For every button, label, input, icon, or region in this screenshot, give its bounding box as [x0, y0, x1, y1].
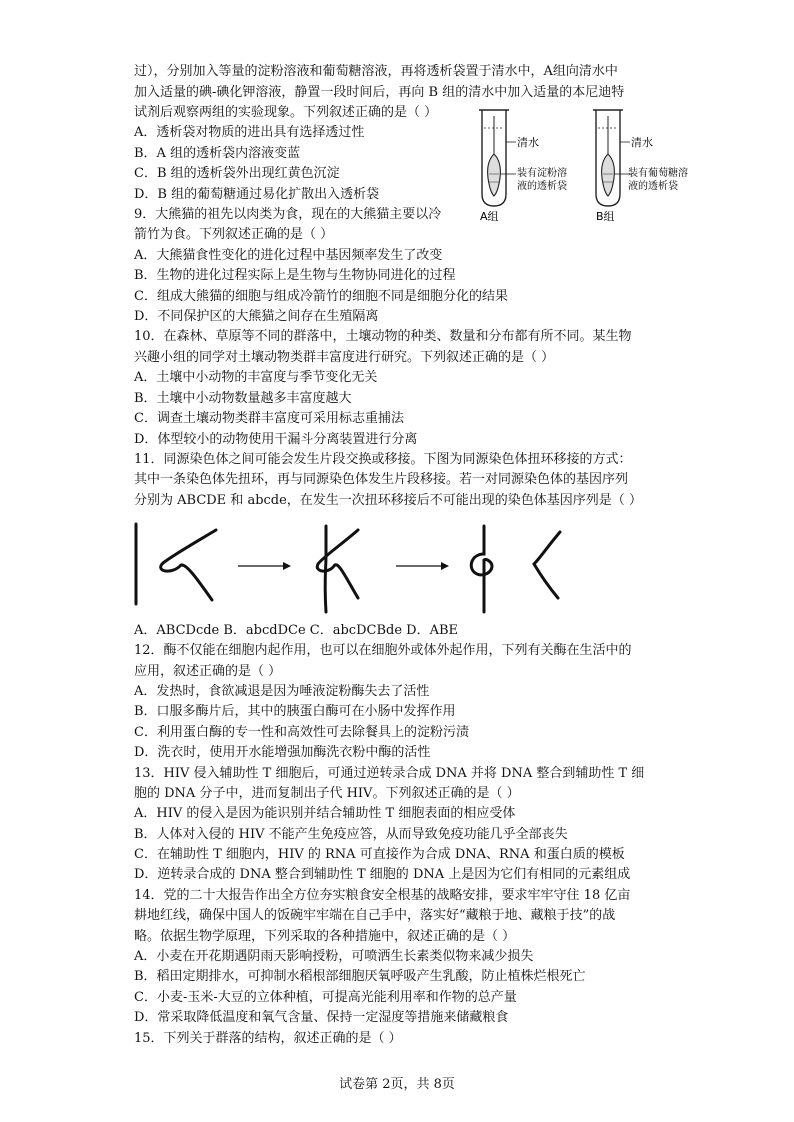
text-line: 应用，叙述正确的是（ ）	[134, 664, 282, 679]
text-line: 14．党的二十大报告作出全方位夯实粮食安全根基的战略安排，要求牢牢守住 18 亿亩	[134, 888, 631, 903]
bag-label-b-line2: 液的透析袋	[628, 181, 678, 192]
text-line: C．组成大熊猫的细胞与组成冷箭竹的细胞不同是细胞分化的结果	[134, 289, 508, 304]
bag-label-a-line2: 液的透析袋	[517, 181, 567, 192]
text-line: A．小麦在开花期遇阴雨天影响授粉，可喷洒生长素类似物来减少损失	[134, 949, 534, 964]
stage-3	[471, 526, 560, 612]
text-line: B．口服多酶片后，其中的胰蛋白酶可在小肠中发挥作用	[134, 704, 456, 719]
text-line: 11．同源染色体之间可能会发生片段交换或移接。下图为同源染色体扭环移接的方式：	[134, 452, 632, 467]
text-line: 加入适量的碘-碘化钾溶液，静置一段时间后，再向 B 组的清水中加入适量的本尼迪特	[134, 85, 625, 100]
text-line: 胞的 DNA 分子中，进而复制出子代 HIV。下列叙述正确的是（ ）	[134, 786, 520, 801]
arrow-1	[238, 562, 291, 570]
text-line: B．A 组的透析袋内溶液变蓝	[134, 146, 301, 161]
arrow-2	[396, 562, 449, 570]
text-line: C．调查土壤动物类群丰富度可采用标志重捕法	[134, 411, 404, 426]
text-line: C．利用蛋白酶的专一性和高效性可去除餐具上的淀粉污渍	[134, 725, 469, 740]
text-line: 略。依据生物学原理，下列采取的各种措施中，叙述正确的是（ ）	[134, 929, 516, 944]
text-line: D．洗衣时，使用开水能增强加酶洗衣粉中酶的活性	[134, 745, 431, 760]
text-line: 9．大熊猫的祖先以肉类为食，现在的大熊猫主要以冷	[134, 207, 442, 222]
text-line: A．透析袋对物质的进出具有选择透过性	[134, 125, 365, 140]
page-footer: 试卷第 2页，共 8页	[339, 1077, 455, 1092]
text-line: 箭竹为食。下列叙述正确的是（ ）	[134, 227, 334, 242]
text-line: C．在辅助性 T 细胞内，HIV 的 RNA 可直接作为合成 DNA、RNA 和蛋白质的模板	[134, 847, 625, 862]
text-line: C．小麦-玉米-大豆的立体种植，可提高光能利用率和作物的总产量	[134, 990, 517, 1005]
text-line: D．B 组的葡萄糖通过易化扩散出入透析袋	[134, 187, 380, 202]
text-line: A．发热时，食欲减退是因为唾液淀粉酶失去了活性	[134, 684, 430, 699]
text-line: D．体型较小的动物使用干漏斗分离装置进行分离	[134, 432, 418, 447]
text-line: B．人体对入侵的 HIV 不能产生免疫应答，从而导致免疫功能几乎全部丧失	[134, 827, 568, 842]
text-line: A．HIV 的侵入是因为能识别并结合辅助性 T 细胞表面的相应受体	[134, 806, 516, 821]
text-line: B．土壤中小动物数量越多丰富度越大	[134, 391, 352, 406]
text-line: A．ABCDcde B．abcdDCe C．abcDCBde D．ABE	[134, 623, 459, 638]
chromosome-twist-figure	[128, 520, 578, 620]
text-line: 13．HIV 侵入辅助性 T 细胞后，可通过逆转录合成 DNA 并将 DNA 整合到辅助性 T 细	[134, 766, 645, 781]
text-line: 过），分别加入等量的淀粉溶液和葡萄糖溶液，再将透析袋置于清水中，A组向清水中	[134, 64, 618, 79]
text-line: 10．在森林、草原等不同的群落中，土壤动物的种类、数量和分布都有所不同。某生物	[134, 329, 632, 344]
text-line: D．不同保护区的大熊猫之间存在生殖隔离	[134, 309, 379, 324]
text-line: B．生物的进化过程实际上是生物与生物协同进化的过程	[134, 268, 456, 283]
text-line: 试剂后观察两组的实验现象。下列叙述正确的是（ ）	[134, 105, 438, 120]
text-line: B．稻田定期排水，可抑制水稻根部细胞厌氧呼吸产生乳酸，防止植株烂根死亡	[134, 969, 586, 984]
text-line: D．逆转录合成的 DNA 整合到辅助性 T 细胞的 DNA 上是因为它们有相同的元素组成	[134, 867, 631, 882]
dialysis-bag-experiment-figure	[472, 106, 702, 226]
text-line: A．大熊猫食性变化的进化过程中基因频率发生了改变	[134, 248, 443, 263]
text-line: D．常采取降低温度和氧气含量、保持一定湿度等措施来储藏粮食	[134, 1010, 509, 1025]
text-line: A．土壤中小动物的丰富度与季节变化无关	[134, 370, 378, 385]
water-label-b: 清水	[631, 136, 653, 149]
text-line: 15．下列关于群落的结构，叙述正确的是（ ）	[134, 1031, 402, 1046]
water-label-a: 清水	[517, 136, 539, 149]
tube-a	[479, 110, 516, 206]
text-line: 12．酶不仅能在细胞内起作用，也可以在细胞外或体外起作用，下列有关酶在生活中的	[134, 643, 632, 658]
bag-label-b-line1: 装有葡萄糖溶	[628, 168, 688, 179]
bag-label-a-line1: 装有淀粉溶	[517, 168, 567, 179]
stage-1	[136, 524, 216, 604]
tube-b	[593, 110, 630, 206]
text-line: 其中一条染色体先扭环，再与同源染色体发生片段移接。若一对同源染色体的基因序列	[134, 472, 629, 487]
stage-2	[317, 526, 358, 612]
text-line: 兴趣小组的同学对土壤动物类群丰富度进行研究。下列叙述正确的是（ ）	[134, 350, 555, 365]
group-b-label: B组	[596, 210, 615, 223]
text-line: 分别为 ABCDE 和 abcde，在发生一次扭环移接后不可能出现的染色体基因序列是（ ）	[134, 493, 642, 508]
text-line: 耕地红线，确保中国人的饭碗牢牢端在自己手中，落实好“藏粮于地、藏粮于技”的战	[134, 908, 616, 923]
group-a-label: A组	[480, 210, 499, 223]
text-line: C．B 组的透析袋外出现红黄色沉淀	[134, 166, 340, 181]
